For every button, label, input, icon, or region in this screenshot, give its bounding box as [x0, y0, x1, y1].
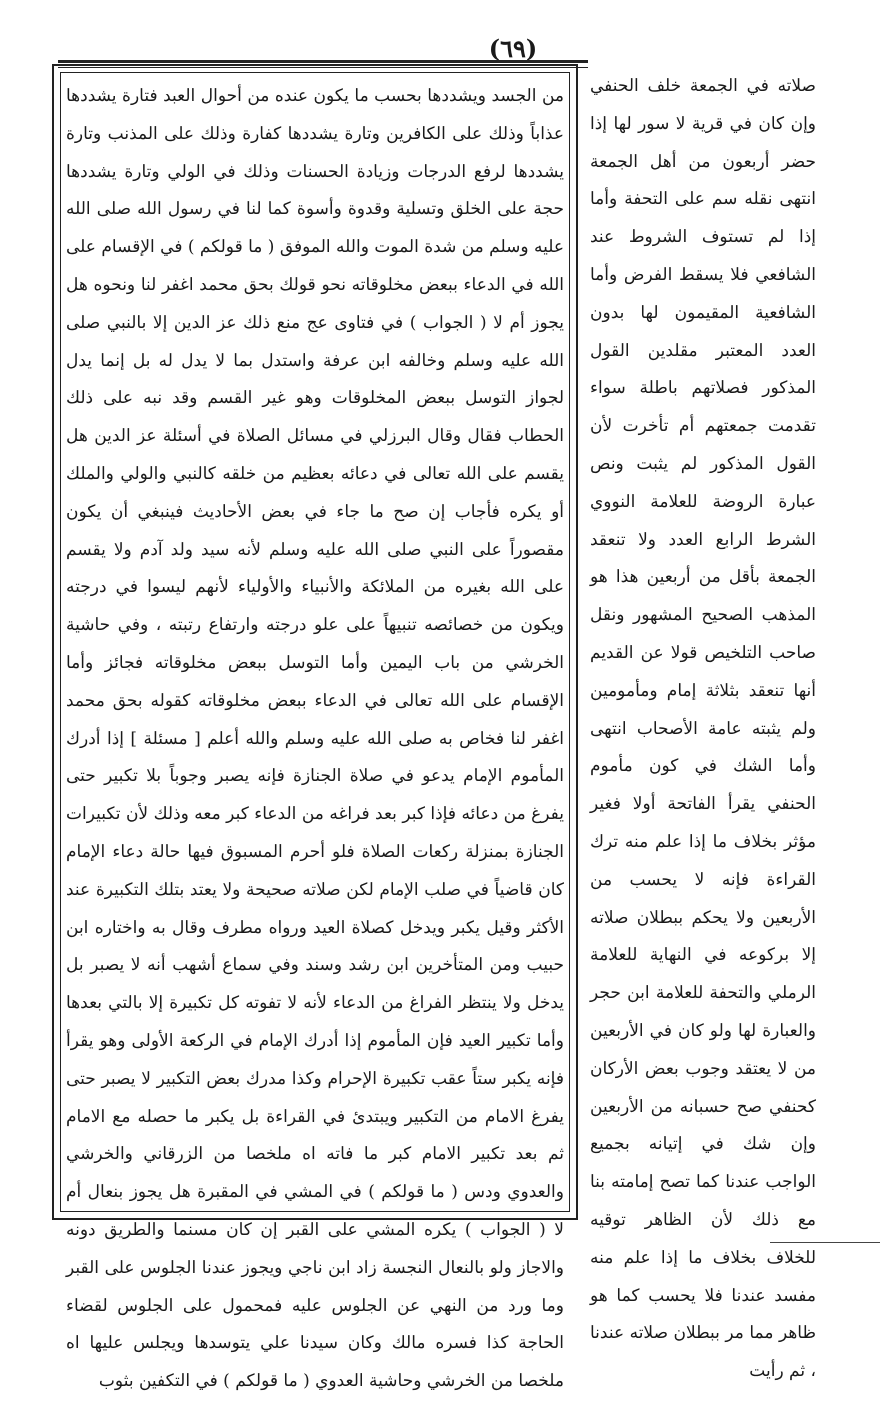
main-text-body: من الجسد ويشددها بحسب ما يكون عنده من أحوال العبد فتارة يشددها عذاباً وذلك على الكافرين وتارة يشددها كفارة وذلك على المذنب وتارة يشددها لرفع الدرجات وزيادة الحسنات وذلك في الولي وتارة يشددها حجة على الخلق وتسلية وقدوة وأسوة كما لنا في رسول الله صلى الله عليه وسلم من شدة الموت والله الموفق ( ما قولكم ) في الإقسام على الله في الدعاء ببعض مخلوقاته نحو قولك بحق محمد اغفر لنا ونحوه هل يجوز أم لا ( الجواب ) في فتاوى عج منع ذلك عز الدين إلا بالنبي صلى الله عليه وسلم وخالفه ابن عرفة واستدل بما لا يدل له بل إنما يدل لجواز التوسل ببعض المخلوقات وهو غير القسم وقد نبه على ذلك الحطاب فقال وقال البرزلي في مسائل الصلاة في أسئلة عز الدين هل يقسم على الله تعالى في دعائه بعظيم من خلقه كالنبي والولي والملك أو يكره فأجاب إن صح ما جاء في بعض الأحاديث فينبغي أن يكون مقصوراً على النبي صلى الله عليه وسلم لأنه سيد ولد آدم ولا يقسم على الله بغيره من الملائكة والأنبياء والأولياء لأنهم ليسوا في درجته ويكون من خصائصه تنبيهاً على علو درجته وارتفاع رتبته ، وفي حاشية الخرشي من باب اليمين وأما التوسل ببعض مخلوقاته فجائز وأما الإقسام على الله تعالى في الدعاء ببعض مخلوقاته كقوله بحق محمد اغفر لنا فخاص به صلى الله عليه وسلم والله أعلم [ مسئلة ] إذا أدرك المأموم الإمام يدعو في صلاة الجنازة فإنه يصبر وجوباً بلا تكبير حتى يفرغ من دعائه فإذا كبر بعد فراغه من الدعاء كبر معه وذلك لأن تكبيرات الجنازة بمنزلة ركعات الصلاة فلو أحرم المسبوق فيها حالة دعاء الإمام كان قاضياً في صلب الإمام لكن صلاته صحيحة ولا يعتد بتلك التكبيرة عند الأكثر وقيل يكبر ويدخل كصلاة العيد ورواه مطرف وقال به واختاره ابن حبيب ومن المتأخرين ابن رشد وسند وفي سماع أشهب أنه لا يصبر بل يدخل ولا ينتظر الفراغ من الدعاء لأنه لا تفوته كل تكبيرة إلا بالتي بعدها وأما تكبير العيد فإن المأموم إذا أدرك الإمام في الركعة الأولى وهو يقرأ فإنه يكبر ستاً عقب تكبيرة الإحرام وكذا مدرك بعض التكبير لا يصبر حتى يفرغ الامام من التكبير ويبتدئ في القراءة بل يكبر ما حصله مع الامام ثم بعد تكبير الامام كبر ما فاته اه ملخصا من الزرقاني والخرشي والعدوي ودس ( ما قولكم ) في المشي في المقبرة هل يجوز بنعال أم لا ( الجواب ) يكره المشي على القبر إن كان مسنما والطريق دونه والاجاز ولو بالنعال النجسة زاد ابن ناجي ويجوز عندنا الجلوس على القبر وما ورد من النهي عن الجلوس عليه فمحمول على الجلوس لقضاء الحاجة كذا فسره مالك وكان سيدنا علي يتوسدها ويجلس عليها اه ملخصا من الخرشي وحاشية العدوي ( ما قولكم ) في التكفين بثوب [66, 86, 564, 1392]
main-text-block [66, 78, 564, 1392]
page-number: (٦٩) [488, 34, 538, 63]
margin-commentary-body: صلاته في الجمعة خلف الحنفي وإن كان في قرية لا سور لها إذا حضر أربعون من أهل الجمعة انتهى نقله سم على التحفة وأما إذا لم تستوف الشروط عند الشافعي فلا يسقط الفرض وأما الشافعية المقيمون لها بدون العدد المعتبر مقلدين القول المذكور فصلاتهم باطلة سواء تقدمت جمعتهم أم تأخرت لأن القول المذكور لم يثبت ونص عبارة الروضة للعلامة النووي الشرط الرابع العدد ولا تنعقد الجمعة بأقل من أربعين هذا هو المذهب الصحيح المشهور ونقل صاحب التلخيص قولا عن القديم أنها تنعقد بثلاثة إمام ومأمومين ولم يثبته عامة الأصحاب انتهى وأما الشك في كون مأموم الحنفي يقرأ الفاتحة أولا فغير مؤثر بخلاف ما إذا علم منه ترك القراءة فإنه لا يحسب من الأربعين ولا يحكم ببطلان صلاته إلا بركوعه في النهاية للعلامة الرملي والتحفة للعلامة ابن حجر والعبارة لها ولو كان في الأربعين من لا يعتقد وجوب بعض الأركان كحنفي صح حسبانه من الأربعين وإن شك في إتيانه بجميع الواجب عندنا كما تصح إمامته بنا مع ذلك لأن الظاهر توقيه للخلاف بخلاف ما إذا علم منه مفسد عندنا فلا يحسب كما هو ظاهر مما مر ببطلان صلاته عندنا ، ثم رأيت [590, 76, 816, 1382]
footer-rule [770, 1242, 880, 1243]
margin-commentary [590, 68, 816, 1382]
